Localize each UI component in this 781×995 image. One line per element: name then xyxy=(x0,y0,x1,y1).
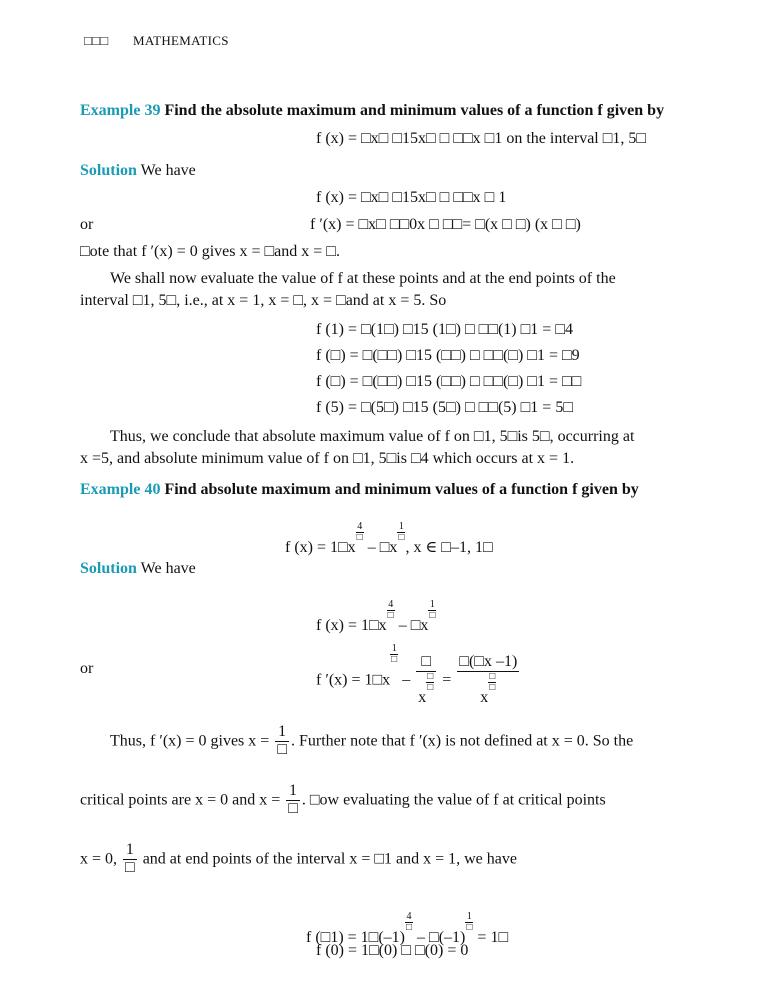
example-40-equation xyxy=(285,522,493,556)
text: . □ow evaluating the value of f at critical points xyxy=(301,791,606,809)
eq-mid: – □x xyxy=(363,539,398,556)
f-minus-1 xyxy=(306,912,508,946)
example-39-title: Example 39 xyxy=(80,102,161,119)
eq-mid: – □x xyxy=(394,617,429,634)
value-f2: f (□) = □(□□) □15 (□□) □ □□(□) □1 = □9 xyxy=(316,347,580,364)
eq-f-40 xyxy=(316,600,436,634)
exponent xyxy=(356,522,364,543)
thus-line xyxy=(110,724,633,759)
text: Thus, f ′(x) = 0 gives x = xyxy=(110,732,270,750)
frac-num: □(□x –1) xyxy=(459,653,518,671)
text: and at end points of the interval x = □1 and x = 1, we have xyxy=(138,850,517,868)
exp-den: □ xyxy=(466,922,473,933)
eq-f: f (x) = □x□ □15x□ □ □□x □ 1 xyxy=(316,189,507,206)
para-line-1: We shall now evaluate the value of f at these points and at the end points of the xyxy=(110,270,616,287)
frac-den xyxy=(457,672,519,707)
or-label: or xyxy=(80,216,94,233)
exponent xyxy=(426,672,434,693)
exponent xyxy=(428,600,436,621)
eq-lhs: f ′(x) = 1□x xyxy=(316,671,391,689)
eq-tail: , x ∈ □–1, 1□ xyxy=(405,539,493,556)
exp-num: □ xyxy=(489,670,496,682)
para-line-2: interval □1, 5□, i.e., at x = 1, x = □, x = □and at x = 5. So xyxy=(80,292,447,309)
solution-label: Solution xyxy=(80,162,137,179)
frac-den-base: x xyxy=(480,688,489,706)
frac-den: □ xyxy=(288,799,298,817)
solution-40 xyxy=(80,561,196,577)
eq-lhs: f (x) = 1□x xyxy=(285,539,356,556)
fraction-2 xyxy=(457,654,519,707)
frac-den: □ xyxy=(277,740,287,758)
value-f5: f (5) = □(5□) □15 (5□) □ □□(5) □1 = 5□ xyxy=(316,399,573,416)
page-number: □□□ xyxy=(84,33,109,48)
example-40-line xyxy=(80,482,639,498)
frac-den xyxy=(416,672,436,707)
example-40-title: Example 40 xyxy=(80,481,161,498)
exp-den: □ xyxy=(489,681,496,693)
solution-39 xyxy=(80,163,196,179)
exp-den: □ xyxy=(427,681,434,693)
exp-num: 1 xyxy=(466,911,472,922)
exp-num: 4 xyxy=(406,911,412,922)
solution-intro: We have xyxy=(140,162,196,179)
f-zero: f (0) = 1□(0) □ □(0) = 0 xyxy=(316,942,469,959)
frac-num: 1 xyxy=(286,783,300,801)
note-line: □ote that f ′(x) = 0 gives x = □and x = □. xyxy=(80,243,340,260)
example-39-equation: f (x) = □x□ □15x□ □ □□x □1 on the interval □1, 5□ xyxy=(316,130,647,147)
exp-den: □ xyxy=(398,532,405,543)
running-title: MATHEMATICS xyxy=(133,33,229,48)
value-f1: f (1) = □(1□) □15 (1□) □ □□(1) □1 = □4 xyxy=(316,321,573,338)
frac-num: 1 xyxy=(123,842,137,860)
text: critical points are x = 0 and x = xyxy=(80,791,281,809)
eq-lhs: f (□1) = 1□(–1) xyxy=(306,929,405,946)
frac-num: 1 xyxy=(275,724,289,742)
solution-label: Solution xyxy=(80,560,137,577)
exp-den: □ xyxy=(391,654,398,665)
exp-num: 4 xyxy=(388,599,394,610)
exp-num: 1 xyxy=(391,643,397,654)
eq-fprime: f ′(x) = □x□ □□0x □ □□= □(x □ □) (x □ □) xyxy=(310,216,581,233)
exponent xyxy=(387,600,395,621)
text: x = 0, xyxy=(80,850,118,868)
frac-den: □ xyxy=(125,858,135,876)
value-f3: f (□) = □(□□) □15 (□□) □ □□(□) □1 = □□ xyxy=(316,373,582,390)
eq-lhs: f (x) = 1□x xyxy=(316,617,387,634)
conclusion-line-1: Thus, we conclude that absolute maximum value of f on □1, 5□is 5□, occurring at xyxy=(110,428,635,445)
conclusion-line-2: x =5, and absolute minimum value of f on □1, 5□is □4 which occurs at x = 1. xyxy=(80,450,575,467)
example-39-prompt: Find the absolute maximum and minimum values of a function f given by xyxy=(164,102,665,119)
exponent xyxy=(405,912,413,933)
eq-fprime-40: f ′(x) = 1□x 1 □ – □ x □ □ = □(□x –1) x □ □ xyxy=(316,643,518,706)
critical-line xyxy=(80,783,606,818)
solution-intro: We have xyxy=(140,560,196,577)
eq-rhs: = 1□ xyxy=(473,929,509,946)
exp-num: □ xyxy=(427,670,434,682)
exp-den: □ xyxy=(356,532,363,543)
fraction-1 xyxy=(416,654,436,707)
or-label-2: or xyxy=(80,660,94,677)
fraction xyxy=(286,783,300,818)
exp-num: 1 xyxy=(398,521,404,532)
exp-den: □ xyxy=(406,922,413,933)
exponent xyxy=(488,672,496,693)
fraction xyxy=(123,842,137,877)
text: . Further note that f ′(x) is not defined at x = 0. So the xyxy=(290,732,634,750)
exp-den: □ xyxy=(429,610,436,621)
example-39-line xyxy=(80,103,664,119)
frac-num: □ xyxy=(416,654,436,672)
exponent xyxy=(390,644,398,665)
fraction xyxy=(275,724,289,759)
exp-den: □ xyxy=(387,610,394,621)
example-40-prompt: Find absolute maximum and minimum values of a function f given by xyxy=(164,481,639,498)
exp-num: 4 xyxy=(357,521,363,532)
frac-den-base: x xyxy=(418,688,427,706)
eq-mid: – □(–1) xyxy=(413,929,466,946)
exp-num: 1 xyxy=(429,599,435,610)
endpoints-line xyxy=(80,842,517,877)
